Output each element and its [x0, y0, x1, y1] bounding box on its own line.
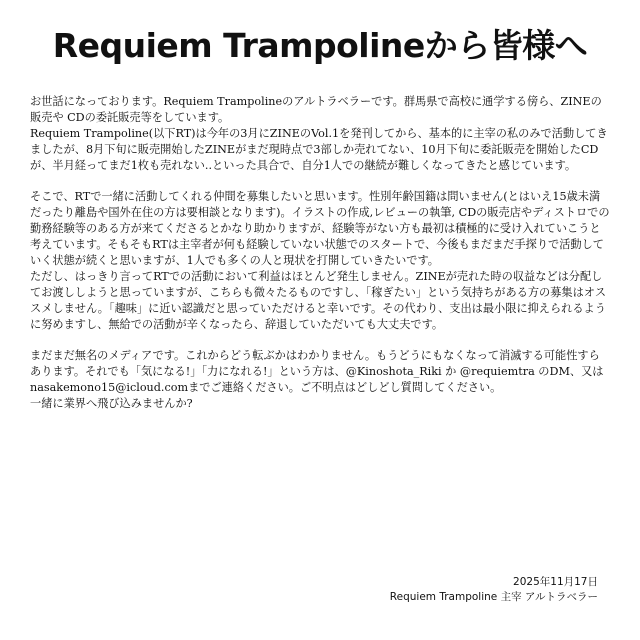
signature-block — [390, 575, 598, 605]
signature-name: Requiem Trampoline 主宰 アルトラベラー — [389, 591, 598, 603]
paragraph-intro: お世話になっております。Requiem Trampolineのアルトラベラーです。群馬県で高校に通学する傍ら、ZINEの販売や CDの委託販売等をしています。 — [30, 95, 602, 124]
paragraph-spacer — [30, 333, 610, 349]
letter-body — [30, 94, 610, 412]
signature-date: 2025年11月17日 — [513, 576, 598, 588]
paragraph-closing: 一緒に業界へ飛び込みませんか? — [30, 397, 193, 411]
paragraph-conditions: ただし、はっきり言ってRTでの活動において利益はほとんど発生しません。ZINEが売れた時の収益などは分配してお渡ししようと思っていますが、こちらも微々たるものですし、「稼ぎたい」という気持ちがある方の募集はオススメしません。「趣味」に近い認識だと思っていただけると幸いです。その代わり、支出は最小限に抑えられるように努めますし、無給での活動が辛くなったら、辞退していただいても大丈夫です。 — [30, 269, 607, 331]
paragraph-background: Requiem Trampoline(以下RT)は今年の3月にZINEのVol.1を発刊してから、基本的に主宰の私のみで活動してきましたが、8月下旬に販売開始したZINEがまだ現時点で3部しか売れてない、10月下旬に委託販売を開始したCDが、半月経ってまだ1枚も売れない..といった具合で、自分1人での継続が難しくなってきたと感じています。 — [30, 126, 608, 172]
paragraph-contact: まだまだ無名のメディアです。これからどう転ぶかはわかりません。もうどうにもなくなって消滅する可能性すらあります。それでも「気になる!」「力になれる!」という方は、@Kinoshota_Riki か @requiemtra のDM、又はnasakemono15@icloud.comまでご連絡ください。ご不明点はどしどし質問してください。 — [30, 349, 604, 395]
page-title: Requiem Trampolineから皆様へ — [52, 26, 588, 65]
paragraph-recruitment: そこで、RTで一緒に活動してくれる仲間を募集したいと思います。性別年齢国籍は問いません(とはいえ15歳未満だったり離島や国外在住の方は要相談となります)。イラストの作成,レビューの執筆, CDの販売店やディストロでの勤務経験等のある方が来てくださるとかなり助かりますが、経験等がない方も最初は積極的に受け入れていこうと考えています。そもそもRTは主宰者が何も経験していない状態でのスタートで、今後もまだまだ手探りで活動していく状態が続くと思いますが、1人でも多くの人と現状を打開していきたいです。 — [30, 190, 610, 268]
paragraph-spacer — [30, 174, 610, 190]
